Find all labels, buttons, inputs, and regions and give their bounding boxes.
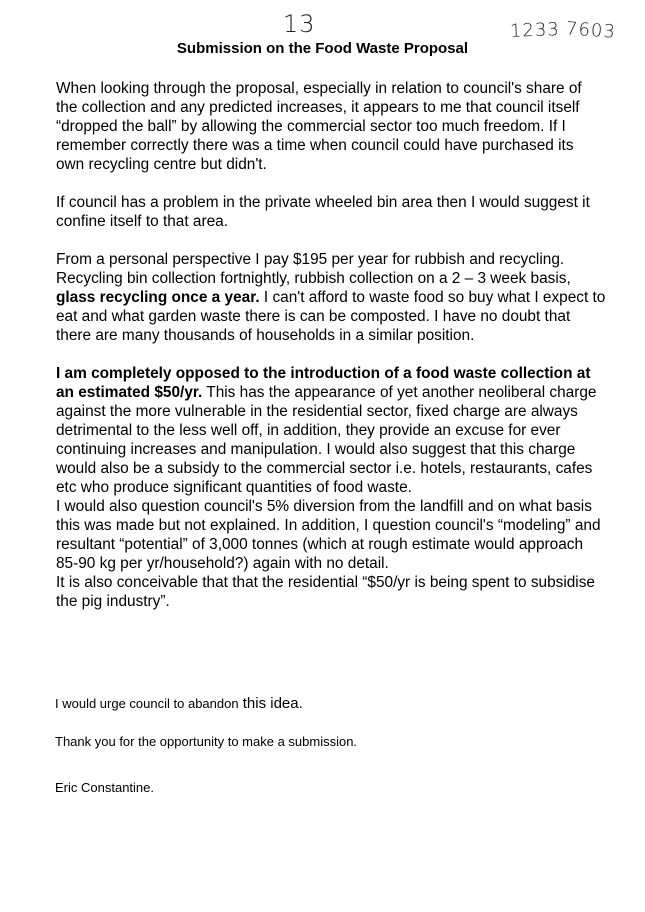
signature-name: Eric Constantine. (55, 780, 154, 795)
opposition-statement-emphasis: I am completely opposed to the introduction of a food waste collection at an estimated $50/yr. (56, 365, 591, 401)
paragraph-council-dropped-ball: When looking through the proposal, especially in relation to council's share of the collection and any predicted increases, it appears to me that council itself “dropped the ball” by allowing the commercial sector too much freedom. If I remember correctly there was a time when council could have purchased its own recycling centre but didn't. (56, 80, 582, 173)
thanks-statement: Thank you for the opportunity to make a submission. (55, 734, 358, 749)
handwritten-reference-number (510, 20, 616, 41)
glass-recycling-emphasis: glass recycling once a year. (56, 289, 260, 306)
paragraph-diversion-question: I would also question council's 5% diversion from the landfill and on what basis this was made but not explained. In addition, I question council's “modeling” and resultant “potential” of 3,000 tonnes (which at rough estimate would approach 85-90 kg per yr/household?) again with no detail. (56, 498, 601, 572)
urge-statement (55, 696, 615, 712)
submission-body (56, 79, 606, 611)
paragraph-personal-perspective (56, 250, 606, 345)
handwritten-page-number: 13 (283, 10, 316, 38)
personal-perspective-text-a: From a personal perspective I pay $195 per year for rubbish and recycling. Recycling bin collection fortnightly, rubbish collection on a 2 – 3 week basis, (56, 251, 571, 287)
handwritten-reference-part-a: 1233 (509, 19, 561, 42)
paragraph-private-wheeled-bin: If council has a problem in the private wheeled bin area then I would suggest it confine itself to that area. (56, 194, 590, 230)
document-title: Submission on the Food Waste Proposal (176, 40, 469, 57)
paragraph-opposition (56, 364, 606, 497)
urge-statement-text-b: this idea. (238, 695, 303, 712)
opposition-statement-text: This has the appearance of yet another neoliberal charge against the more vulnerable in the residential sector, fixed charge are always detrimental to the less well off, in addition, they provide an excuse for ever continuing increases and manipulation. I would also suggest that this charge would also be a subsidy to the commercial sector i.e. hotels, restaurants, cafes etc who produce significant quantities of food waste. (56, 384, 597, 496)
personal-perspective-text-b: I can't afford to waste food so buy what I expect to eat and what garden waste there is can be composted. I have no doubt that there are many thousands of households in a similar position. (56, 289, 606, 344)
paragraph-pig-industry: It is also conceivable that that the residential “$50/yr is being spent to subsidise the pig industry”. (56, 574, 595, 610)
urge-statement-text-a: I would urge council to abandon (55, 696, 239, 711)
handwritten-reference-part-b: 7603 (565, 18, 617, 43)
